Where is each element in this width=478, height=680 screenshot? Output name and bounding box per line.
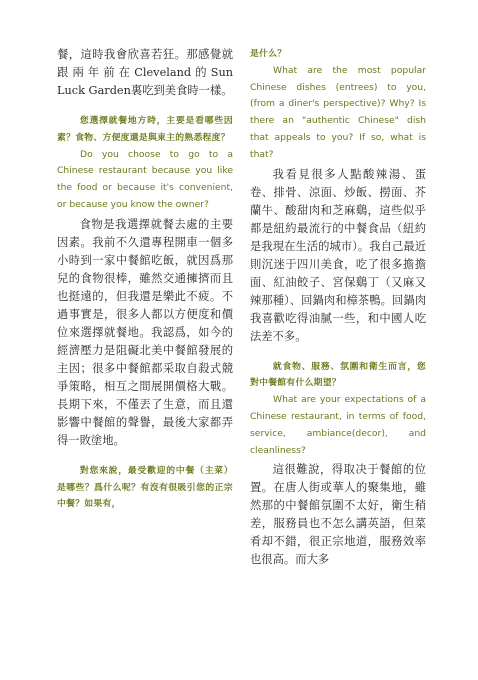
question-english: What are the most popular Chinese dishes (entrees) to you, (from a diner's perspective)? Why? Is there an "authentic Chinese" dish that appeals to you? If so, what is that? bbox=[250, 64, 426, 160]
answer-text: 這很難說，得取决于餐館的位置。在唐人街或華人的聚集地，雖然那的中餐館氛圍不太好，衛生稍差，服務員也不怎么講英語，但菜肴却不錯，很正宗地道，服務效率也很高。而大多 bbox=[250, 463, 426, 567]
answer-text: 我看見很多人點酸辣湯、蛋卷、排骨、涼面、炒飯、撈面、芥蘭牛、酸甜肉和芝麻鷄，這些似乎都是紐約最流行的中餐食品（紐約是我現在生活的城市）。我自己最近則沉迷于四川美食，吃了很多擔擔面、紅油餃子、宮保鷄丁（又麻又辣那種）、回鍋肉和樟茶鴨。回鍋肉我喜歡吃得油膩一些，和中國人吃法差不多。 bbox=[250, 167, 426, 343]
question-english: Do you choose to go to a Chinese restaurant because you like the food or because it's convenient, or because you know the owner? bbox=[57, 148, 233, 210]
question-chinese: 對您來說，最受歡迎的中餐（主菜）是哪些？爲什么呢？有沒有很吸引您的正宗中餐？如果有， bbox=[57, 465, 233, 510]
right-column bbox=[250, 46, 426, 569]
question-chinese-continued: 是什么？ bbox=[250, 49, 287, 59]
answer-text: 餐，這時我會欣喜若狂。那感覺就跟兩年前在Cleveland的Sun Luck Garden裏吃到美食時一樣。 bbox=[57, 48, 233, 97]
question-chinese: 就食物、服務、氛圍和衛生而言，您對中餐館有什么期望？ bbox=[250, 361, 426, 389]
answer-text: 食物是我選擇就餐去處的主要因素。我前不久還專程開車一個多小時到一家中餐館吃飯，就因爲那兒的食物很棒，雖然交通擁擠而且也挺遠的，但我還是樂此不疲。不過事實是，很多人都以方便度和價位來選擇就餐地。我認爲，如今的經濟壓力是阻礙北美中餐館發展的主因；很多中餐館都采取自殺式競爭策略，相互之間展開價格大戰。長期下來，不僅丟了生意，而且還影響中餐館的聲譽，最後大家都弄得一敗塗地。 bbox=[57, 217, 233, 447]
question-chinese: 您選擇就餐地方時，主要是看哪些因素？食物、方便度還是與東主的熟悉程度？ bbox=[57, 116, 233, 143]
question-english: What are your expectations of a Chinese restaurant, in terms of food, service, ambiance(decor), and cleanliness? bbox=[250, 394, 426, 456]
left-column bbox=[57, 46, 233, 513]
